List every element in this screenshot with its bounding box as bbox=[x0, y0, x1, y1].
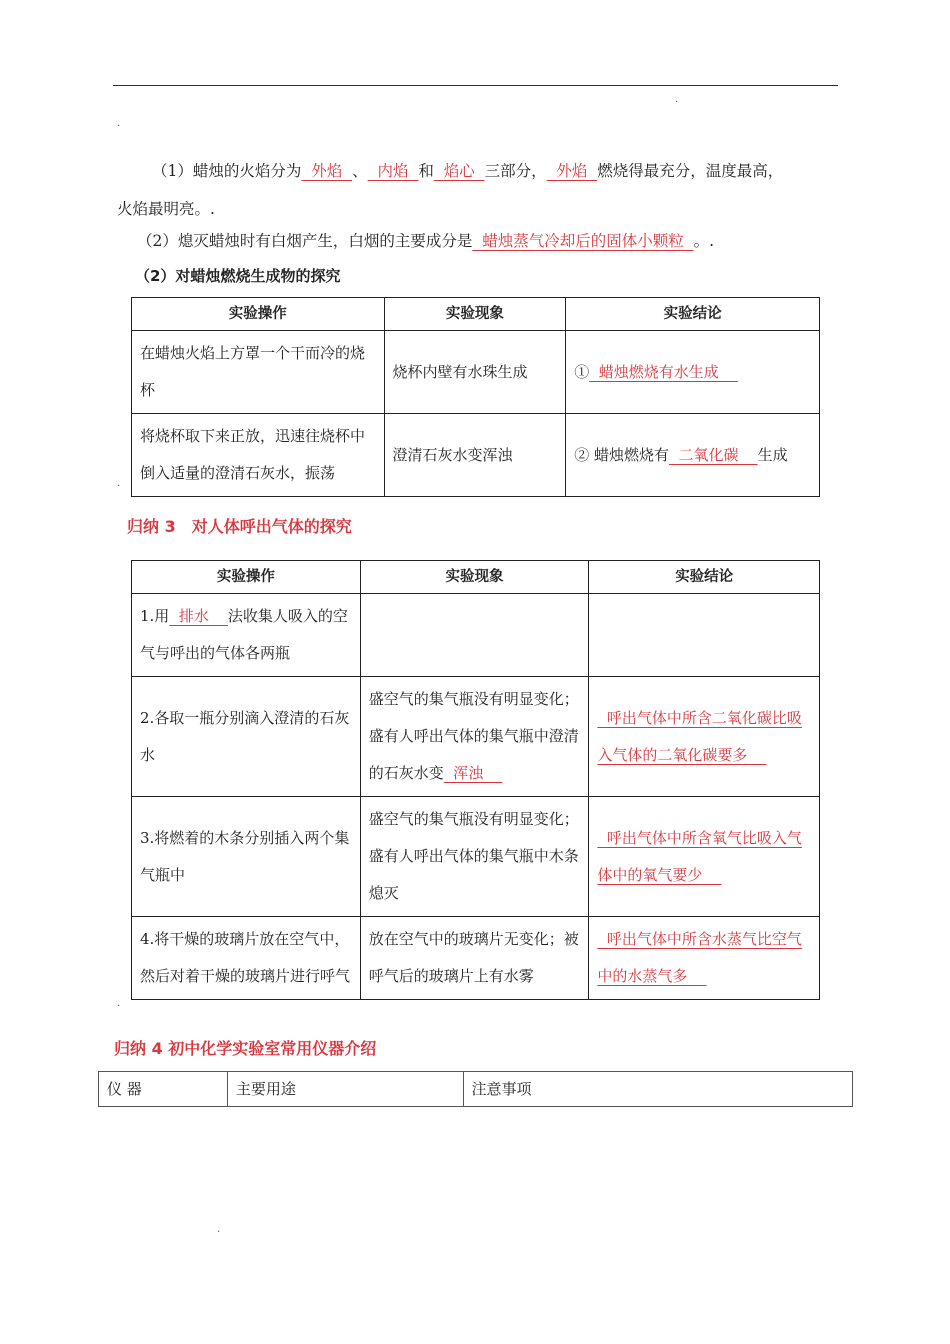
cell-phenomenon: 盛空气的集气瓶没有明显变化；盛有人呼出气体的集气瓶中澄清的石灰水变 浑浊 bbox=[360, 677, 589, 797]
paragraph-flame-parts: （1）蜡烛的火焰分为 外焰 、 内焰 和 焰心 三部分， 外焰 燃烧得最充分，温度最高， bbox=[152, 162, 784, 180]
header-operation: 实验操作 bbox=[132, 298, 385, 331]
answer-flame-core: 焰心 bbox=[433, 162, 485, 180]
table-row bbox=[132, 677, 820, 797]
answer-inner-flame: 内焰 bbox=[367, 162, 419, 180]
header-precautions: 注意事项 bbox=[463, 1072, 852, 1107]
header-conclusion: 实验结论 bbox=[589, 561, 820, 594]
header-rule bbox=[113, 85, 838, 86]
cell-operation: 2.各取一瓶分别滴入澄清的石灰水 bbox=[132, 677, 361, 797]
table-row bbox=[132, 414, 820, 497]
table-header-row bbox=[132, 298, 820, 331]
cell-operation: 在蜡烛火焰上方罩一个干而冷的烧杯 bbox=[132, 331, 385, 414]
sub-heading-combustion-products: （2）对蜡烛燃烧生成物的探究 bbox=[135, 267, 341, 285]
stray-mark: . bbox=[675, 94, 679, 105]
stray-mark: . bbox=[117, 118, 121, 129]
paragraph-white-smoke: （2）熄灭蜡烛时有白烟产生，白烟的主要成分是 蜡烛蒸气冷却后的固体小颗粒 。. bbox=[137, 232, 715, 250]
answer-outer-flame: 外焰 bbox=[301, 162, 353, 180]
answer-hottest-flame: 外焰 bbox=[546, 162, 598, 180]
table-exhaled-gas bbox=[131, 560, 820, 1000]
cell-phenomenon: 澄清石灰水变浑浊 bbox=[384, 414, 566, 497]
header-conclusion: 实验结论 bbox=[566, 298, 820, 331]
table-row bbox=[132, 594, 820, 677]
header-phenomenon: 实验现象 bbox=[360, 561, 589, 594]
table-header-row bbox=[132, 561, 820, 594]
cell-phenomenon: 盛空气的集气瓶没有明显变化；盛有人呼出气体的集气瓶中木条熄灭 bbox=[360, 797, 589, 917]
table-header-row bbox=[99, 1072, 853, 1107]
cell-conclusion: 呼出气体中所含水蒸气比空气中的水蒸气多 bbox=[589, 917, 820, 1000]
header-phenomenon: 实验现象 bbox=[384, 298, 566, 331]
cell-phenomenon: 烧杯内壁有水珠生成 bbox=[384, 331, 566, 414]
cell-conclusion: 呼出气体中所含二氧化碳比吸入气体的二氧化碳要多 bbox=[589, 677, 820, 797]
stray-mark: . bbox=[217, 1224, 221, 1235]
table-row bbox=[132, 331, 820, 414]
cell-operation: 3.将燃着的木条分别插入两个集气瓶中 bbox=[132, 797, 361, 917]
table-row bbox=[132, 797, 820, 917]
stray-mark: . bbox=[117, 998, 121, 1009]
table-row bbox=[132, 917, 820, 1000]
cell-conclusion bbox=[589, 594, 820, 677]
heading-exhaled-gas: 归纳 3 对人体呼出气体的探究 bbox=[127, 517, 352, 536]
paragraph-flame-parts-cont: 火焰最明亮。. bbox=[117, 200, 215, 218]
cell-conclusion: 呼出气体中所含氧气比吸入气体中的氧气要少 bbox=[589, 797, 820, 917]
table-lab-instruments bbox=[98, 1071, 853, 1107]
header-instrument: 仪 器 bbox=[99, 1072, 228, 1107]
cell-operation: 4.将干燥的玻璃片放在空气中，然后对着干燥的玻璃片进行呼气 bbox=[132, 917, 361, 1000]
cell-conclusion: ② 蜡烛燃烧有 二氧化碳 生成 bbox=[566, 414, 820, 497]
cell-phenomenon bbox=[360, 594, 589, 677]
cell-conclusion: ① 蜡烛燃烧有水生成 bbox=[566, 331, 820, 414]
stray-mark: . bbox=[117, 478, 121, 489]
header-main-use: 主要用途 bbox=[227, 1072, 463, 1107]
cell-operation: 将烧杯取下来正放，迅速往烧杯中倒入适量的澄清石灰水，振荡 bbox=[132, 414, 385, 497]
table-candle-products bbox=[131, 297, 820, 497]
cell-phenomenon: 放在空气中的玻璃片无变化；被呼气后的玻璃片上有水雾 bbox=[360, 917, 589, 1000]
cell-operation: 1.用 排水 法收集人吸入的空气与呼出的气体各两瓶 bbox=[132, 594, 361, 677]
heading-lab-instruments: 归纳 4 初中化学实验室常用仪器介绍 bbox=[114, 1039, 377, 1058]
answer-white-smoke: 蜡烛蒸气冷却后的固体小颗粒 bbox=[472, 232, 694, 250]
header-operation: 实验操作 bbox=[132, 561, 361, 594]
